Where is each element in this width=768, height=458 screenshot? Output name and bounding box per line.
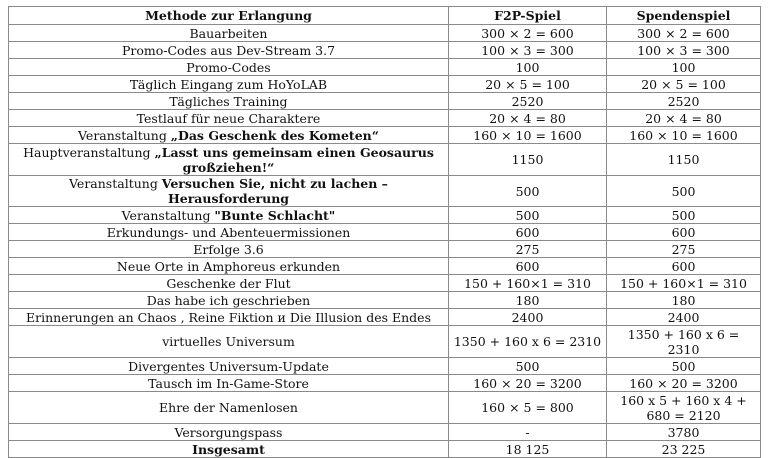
method-cell [9,127,449,144]
total-f2p: 18 125 [449,441,607,458]
donation-value: 2520 [607,93,761,110]
method-text: Erfolge 3.6 [193,241,264,257]
table-row [9,326,761,358]
table-row [9,392,761,424]
table-row [9,375,761,392]
table-row [9,224,761,241]
table-row [9,309,761,326]
total-row [9,441,761,458]
f2p-value: 100 × 3 = 300 [449,42,607,59]
f2p-value: 20 × 5 = 100 [449,76,607,93]
donation-value: 20 × 4 = 80 [607,110,761,127]
f2p-value: 2400 [449,309,607,326]
event-name: Versuchen Sie, nicht zu lachen – Herausforderung [161,176,388,206]
total-donation: 23 225 [607,441,761,458]
f2p-value: - [449,424,607,441]
table-row [9,93,761,110]
f2p-value: 160 × 5 = 800 [449,392,607,424]
f2p-value: 100 [449,59,607,76]
method-cell [9,375,449,392]
header-donation: Spendenspiel [607,7,761,25]
method-text: Erinnerungen an Chaos , Reine Fiktion и Die Illusion des Endes [26,309,431,325]
f2p-value: 500 [449,207,607,224]
table-row [9,42,761,59]
donation-value: 275 [607,241,761,258]
method-cell [9,309,449,326]
method-text: Neue Orte in Amphoreus erkunden [116,258,341,274]
f2p-value: 20 × 4 = 80 [449,110,607,127]
header-row [9,7,761,25]
method-text: Veranstaltung [121,207,215,223]
donation-value: 160 × 10 = 1600 [607,127,761,144]
donation-value: 600 [607,258,761,275]
method-cell [9,25,449,42]
table-row [9,424,761,441]
donation-value: 3780 [607,424,761,441]
table-row [9,144,761,176]
method-cell [9,424,449,441]
method-cell [9,42,449,59]
table-row [9,258,761,275]
donation-value: 500 [607,358,761,375]
method-text: Täglich Eingang zum HoYoLAB [129,76,328,92]
method-cell [9,59,449,76]
donation-value: 100 × 3 = 300 [607,42,761,59]
method-cell [9,275,449,292]
method-cell [9,224,449,241]
f2p-value: 2520 [449,93,607,110]
method-text: Testlauf für neue Charaktere [136,110,321,126]
f2p-value: 600 [449,224,607,241]
method-text: Veranstaltung [69,176,162,191]
method-cell [9,144,449,176]
method-text: Versorgungspass [174,424,283,440]
method-text: virtuelles Universum [162,334,295,349]
event-name: „Lasst uns gemeinsam einen Geosaurus großziehen!“ [154,144,434,175]
donation-value: 100 [607,59,761,76]
donation-value: 500 [607,207,761,224]
f2p-value: 275 [449,241,607,258]
donation-value: 150 + 160×1 = 310 [607,275,761,292]
f2p-value: 500 [449,176,607,207]
method-cell [9,176,449,207]
f2p-value: 1150 [449,144,607,176]
f2p-value: 1350 + 160 x 6 = 2310 [449,326,607,358]
method-cell [9,392,449,424]
method-text: Bauarbeiten [189,25,268,41]
donation-value: 500 [607,176,761,207]
donation-value: 180 [607,292,761,309]
table-row [9,59,761,76]
method-cell [9,326,449,358]
method-text: Veranstaltung [78,127,171,143]
table-row [9,358,761,375]
header-f2p: F2P-Spiel [449,7,607,25]
donation-value: 1350 + 160 x 6 = 2310 [607,326,761,358]
method-text: Hauptveranstaltung [23,144,155,160]
table-row [9,207,761,224]
method-text: Das habe ich geschrieben [146,292,311,308]
donation-value: 600 [607,224,761,241]
table-row [9,275,761,292]
method-text: Tausch im In-Game-Store [148,375,309,391]
f2p-value: 180 [449,292,607,309]
method-cell [9,292,449,309]
method-text: Divergentes Universum-Update [128,358,329,374]
table-row [9,76,761,93]
donation-value: 160 x 5 + 160 x 4 + 680 = 2120 [607,392,761,424]
method-text: Geschenke der Flut [166,275,291,291]
f2p-value: 160 × 20 = 3200 [449,375,607,392]
donation-value: 1150 [607,144,761,176]
donation-value: 160 × 20 = 3200 [607,375,761,392]
acquisition-table [8,6,761,458]
method-cell [9,110,449,127]
method-text: Erkundungs- und Abenteuermissionen [106,224,351,240]
f2p-value: 160 × 10 = 1600 [449,127,607,144]
f2p-value: 600 [449,258,607,275]
f2p-value: 150 + 160×1 = 310 [449,275,607,292]
total-label: Insgesamt [9,441,449,458]
method-cell [9,258,449,275]
method-text: Tägliches Training [169,93,288,109]
method-cell [9,76,449,93]
table-container [8,6,760,458]
table-row [9,176,761,207]
event-name: "Bunte Schlacht" [214,207,336,223]
donation-value: 2400 [607,309,761,326]
method-text: Promo-Codes [186,59,271,75]
f2p-value: 300 × 2 = 600 [449,25,607,42]
table-row [9,25,761,42]
header-method: Methode zur Erlangung [9,7,449,25]
table-row [9,292,761,309]
method-text: Ehre der Namenlosen [159,400,298,415]
method-cell [9,241,449,258]
f2p-value: 500 [449,358,607,375]
method-cell [9,358,449,375]
table-row [9,110,761,127]
donation-value: 300 × 2 = 600 [607,25,761,42]
method-cell [9,207,449,224]
table-body [9,25,761,441]
table-row [9,241,761,258]
table-row [9,127,761,144]
method-cell [9,93,449,110]
method-text: Promo-Codes aus Dev-Stream 3.7 [121,42,336,58]
donation-value: 20 × 5 = 100 [607,76,761,93]
event-name: „Das Geschenk des Kometen“ [170,127,379,143]
